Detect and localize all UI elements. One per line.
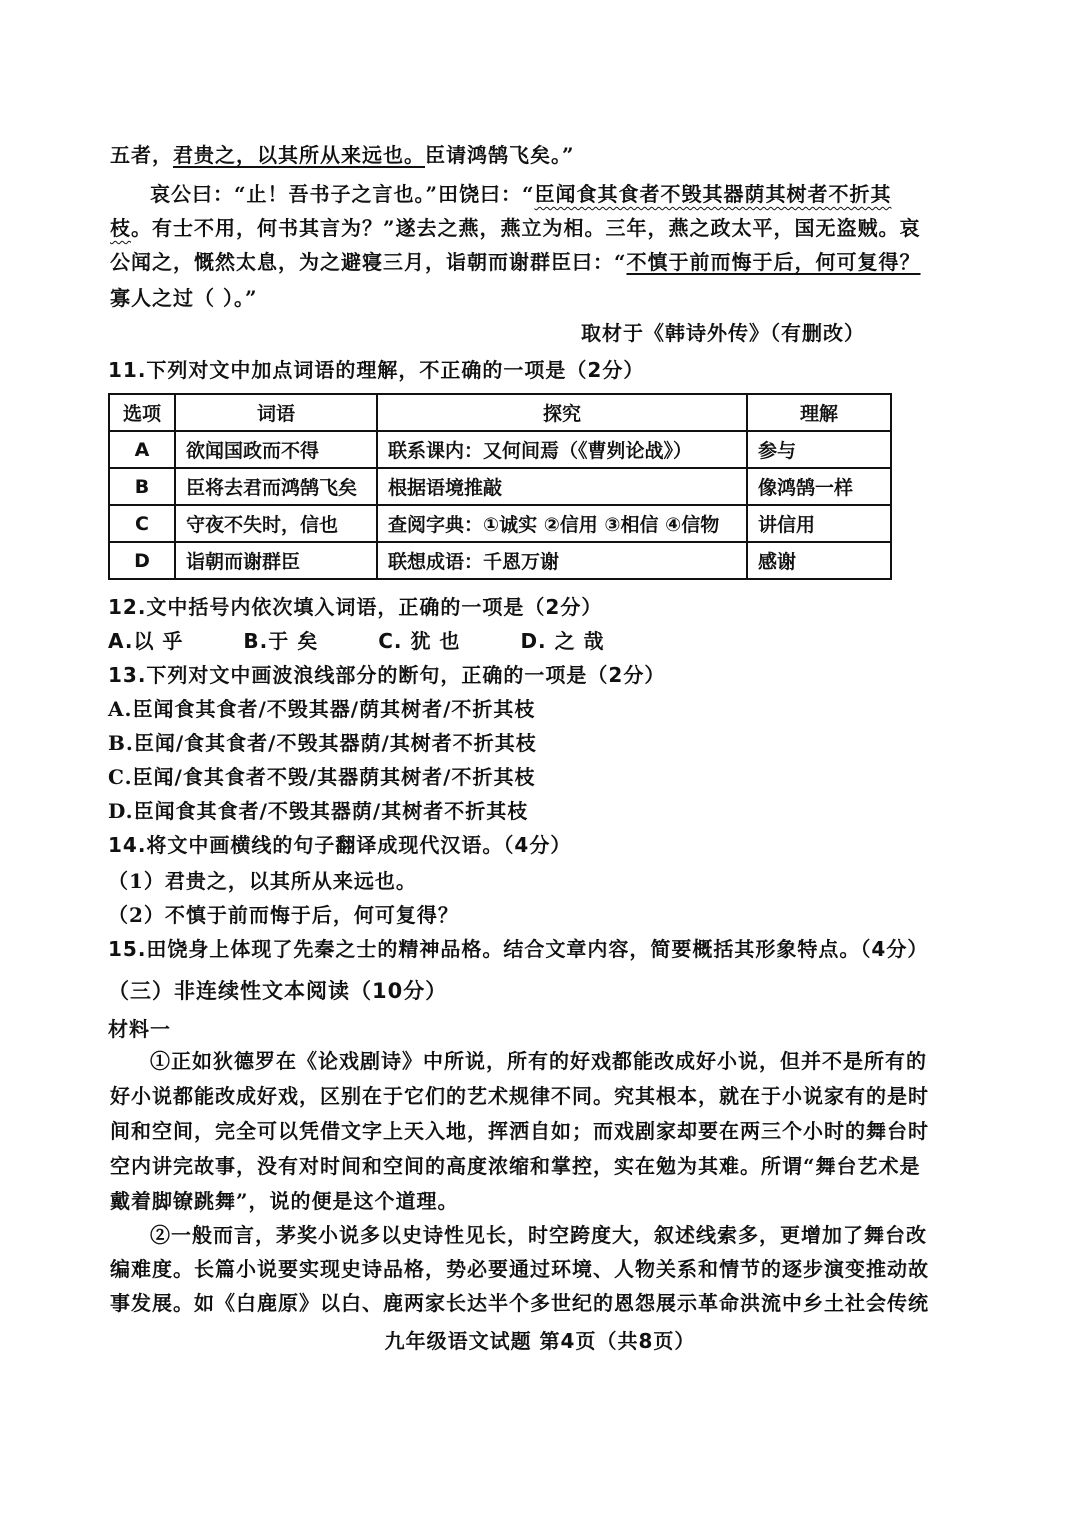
passage-line-1: 五者，君贵之，以其所从来远也。臣请鸿鹄飞矣。” (110, 143, 575, 167)
underlined-sentence-2: 不慎于前而悔于后，何可复得？ (626, 250, 921, 274)
page-footer: 九年级语文试题 第4页（共8页） (384, 1329, 696, 1353)
q12-option-b: B.于 矣 (243, 629, 319, 653)
table-header: 探究 (377, 394, 747, 431)
q14-sentence-2: （2）不慎于前而悔于后，何可复得？ (108, 903, 459, 927)
q13-option-b: B.臣闻/食其食者/不毁其器荫/其树者不折其枝 (108, 731, 537, 755)
paragraph-1-line: 间和空间，完全可以凭借文字上天入地，挥洒自如；而戏剧家却要在两三个小时的舞台时 (110, 1119, 929, 1143)
paragraph-2-line: ②一般而言，茅奖小说多以史诗性见长，时空跨度大，叙述线索多，更增加了舞台改 (150, 1223, 927, 1247)
q12-option-c: C. 犹 也 (378, 629, 461, 653)
section-title: （三）非连续性文本阅读（10分） (108, 979, 448, 1003)
table-row: A 欲闻国政而不得 联系课内：又何间焉（《曹刿论战》） 参与 (109, 431, 891, 468)
paragraph-2-line: 编难度。长篇小说要实现史诗品格，势必要通过环境、人物关系和情节的逐步演变推动故 (110, 1257, 929, 1281)
passage-line-4: 公闻之，慨然太息，为之避寝三月，诣朝而谢群臣曰：“不慎于前而悔于后，何可复得？ (110, 250, 921, 274)
q12-options (108, 626, 878, 656)
passage-line-5: 寡人之过（ ）。” (110, 286, 258, 310)
table-header: 选项 (109, 394, 175, 431)
material-label: 材料一 (108, 1017, 171, 1041)
table-header: 词语 (175, 394, 377, 431)
table-row: C 守夜不失时，信也 查阅字典：①诚实 ②信用 ③相信 ④信物 讲信用 (109, 505, 891, 542)
passage-source: 取材于《韩诗外传》（有删改） (581, 321, 865, 345)
q14-stem: 14.将文中画横线的句子翻译成现代汉语。（4分） (108, 833, 572, 857)
q15-stem: 15.田饶身上体现了先秦之士的精神品格。结合文章内容，简要概括其形象特点。（4分） (108, 937, 929, 961)
passage-line-3: 枝。有士不用，何书其言为？”遂去之燕，燕立为相。三年，燕之政太平，国无盗贼。哀 (110, 216, 921, 240)
q13-option-a: A.臣闻食其食者/不毁其器/荫其树者/不折其枝 (108, 697, 536, 721)
q14-sentence-1: （1）君贵之，以其所从来远也。 (108, 869, 417, 893)
paragraph-1-line: 戴着脚镣跳舞”，说的便是这个道理。 (110, 1189, 459, 1213)
q11-stem: 11.下列对文中加点词语的理解，不正确的一项是（2分） (108, 358, 645, 382)
wavy-sentence: 臣闻食其食者不毁其器荫其树者不折其 (534, 182, 892, 206)
passage-line-2: 哀公曰：“止！吾书子之言也。”田饶曰：“臣闻食其食者不毁其器荫其树者不折其 (150, 182, 892, 206)
paragraph-2-line: 事发展。如《白鹿原》以白、鹿两家长达半个多世纪的恩怨展示革命洪流中乡土社会传统 (110, 1291, 929, 1315)
table-row: B 臣将去君而鸿鹄飞矣 根据语境推敲 像鸿鹄一样 (109, 468, 891, 505)
underlined-sentence-1: 君贵之，以其所从来远也。 (173, 143, 425, 167)
q13-option-c: C.臣闻/食其食者不毁/其器荫其树者/不折其枝 (108, 765, 536, 789)
q13-option-d: D.臣闻食其食者/不毁其器荫/其树者不折其枝 (108, 799, 529, 823)
paragraph-1-line: ①正如狄德罗在《论戏剧诗》中所说，所有的好戏都能改成好小说，但并不是所有的 (150, 1049, 927, 1073)
paragraph-1-line: 好小说都能改成好戏，区别在于它们的艺术规律不同。究其根本，就在于小说家有的是时 (110, 1084, 929, 1108)
q12-option-d: D. 之 哉 (520, 629, 605, 653)
q11-table (108, 393, 892, 580)
table-header-row (109, 394, 891, 431)
table-row: D 诣朝而谢群臣 联想成语：千恩万谢 感谢 (109, 542, 891, 579)
table-header: 理解 (747, 394, 891, 431)
q13-stem: 13.下列对文中画波浪线部分的断句，正确的一项是（2分） (108, 663, 666, 687)
paragraph-1-line: 空内讲完故事，没有对时间和空间的高度浓缩和掌控，实在勉为其难。所谓“舞台艺术是 (110, 1154, 921, 1178)
q12-option-a: A.以 乎 (108, 629, 184, 653)
q12-stem: 12.文中括号内依次填入词语，正确的一项是（2分） (108, 595, 603, 619)
